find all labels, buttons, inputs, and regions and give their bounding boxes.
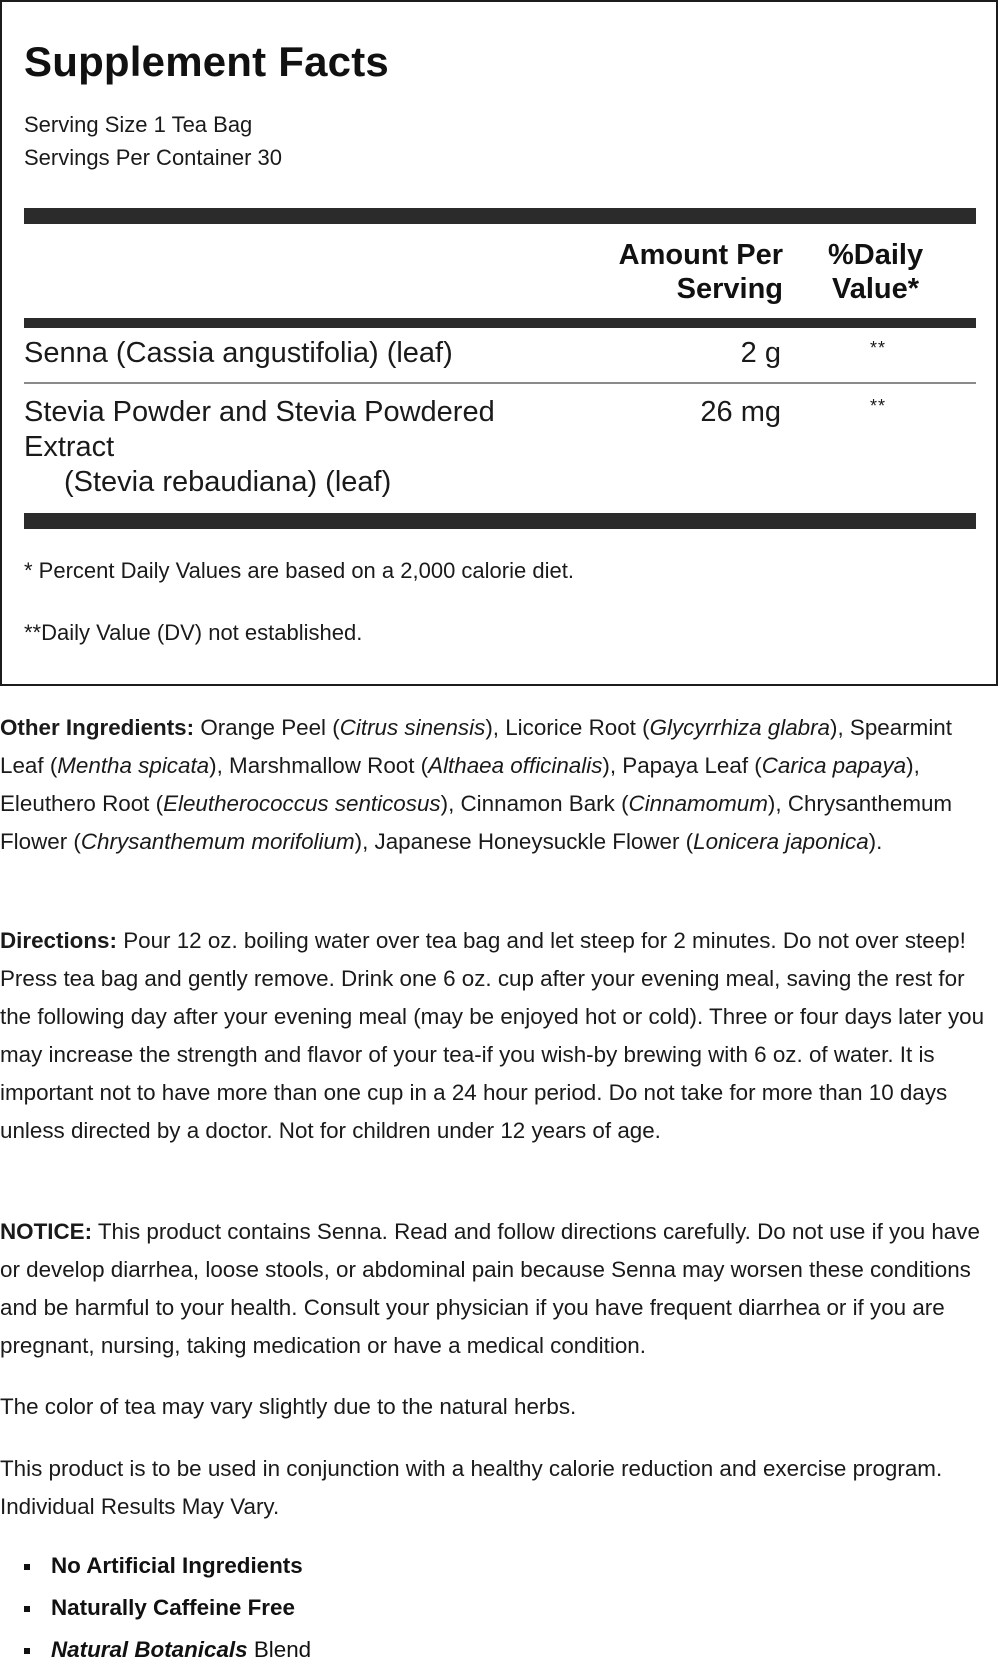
ingredient-latin: Lonicera japonica: [693, 829, 869, 854]
panel-title: Supplement Facts: [24, 38, 389, 85]
amount-header-line1: Amount Per: [618, 239, 783, 271]
ingredient-latin: Chrysanthemum morifolium: [80, 829, 355, 854]
ingredient-item: Spearmint Leaf: [0, 715, 952, 778]
ingredient-latin: Carica papaya: [761, 753, 907, 778]
ingredient-amount: 26 mg: [700, 396, 781, 428]
ingredient-name-line3: (Stevia rebaudiana) (leaf): [64, 466, 392, 498]
ingredient-item: Japanese Honeysuckle Flower: [374, 829, 680, 854]
ingredient-dv: **: [870, 396, 887, 416]
footnote-daily-values: * Percent Daily Values are based on a 2,000 calorie diet.: [24, 558, 574, 583]
feature-text-italic: Natural Botanicals: [51, 1637, 248, 1662]
color-note: The color of tea may vary slightly due to the natural herbs.: [0, 1394, 577, 1419]
ingredient-item: Eleuthero Root: [0, 791, 150, 816]
divider-medium: [24, 318, 976, 328]
usage-note: This product is to be used in conjunction with a healthy calorie reduction and exercise program. Individual Results May Vary.: [0, 1456, 943, 1519]
feature-item: [0, 1545, 311, 1587]
feature-text: Naturally Caffeine Free: [51, 1595, 295, 1620]
serving-size: Serving Size 1 Tea Bag: [24, 112, 253, 137]
feature-text: No Artificial Ingredients: [51, 1553, 303, 1578]
feature-list: [0, 1545, 311, 1671]
ingredient-latin: Althaea officinalis: [428, 753, 603, 778]
ingredient-latin: Glycyrrhiza glabra: [649, 715, 831, 740]
ingredient-item: Marshmallow Root: [229, 753, 415, 778]
ingredient-name-line1: Stevia Powder and Stevia Powdered: [24, 396, 495, 428]
notice-text: This product contains Senna. Read and follow directions carefully. Do not use if you have or develop diarrhea, loose stools, or abdominal pain because Senna may worsen these conditions and be harmful to your health. Consult your physician if you have frequent diarrhea or if you are pregnant, nursing, taking medication or have a medical condition.: [0, 1219, 980, 1358]
ingredient-amount: 2 g: [740, 337, 781, 369]
ingredient-name: Senna (Cassia angustifolia) (leaf): [24, 337, 453, 369]
divider-thick-bottom: [24, 513, 976, 529]
ingredient-latin: Eleutherococcus senticosus: [163, 791, 441, 816]
ingredient-name: [24, 395, 495, 500]
row-divider: [24, 382, 976, 384]
ingredient-item: Licorice Root: [505, 715, 636, 740]
other-ingredients: Other Ingredients: Orange Peel (Citrus sinensis), Licorice Root (Glycyrrhiza glabra), Spearmint Leaf (Mentha spicata), Marshmallow Root (Althaea officinalis), Papaya Leaf (Carica papaya), Eleuthero Root (Eleutherococcus senticosus), Cinnamon Bark (Cinnamomum), Chrysanthemum Flower (Chrysanthemum morifolium), Japanese Honeysuckle Flower (Lonicera japonica).: [0, 715, 953, 854]
feature-text-suffix: Blend: [247, 1637, 312, 1662]
ingredient-item: Orange Peel: [200, 715, 327, 740]
daily-value-header: [828, 238, 923, 306]
ingredient-name-line2: Extract: [24, 431, 115, 463]
notice-label: NOTICE:: [0, 1219, 93, 1244]
dv-header-line2: Value*: [832, 273, 920, 305]
amount-header-line2: Serving: [676, 273, 783, 305]
amount-per-serving-header: [619, 238, 783, 306]
directions-label: Directions:: [0, 928, 117, 953]
ingredient-dv: **: [870, 338, 887, 358]
footnote-dv-not-established: **Daily Value (DV) not established.: [24, 620, 363, 645]
notice: [0, 1213, 995, 1365]
directions-text: Pour 12 oz. boiling water over tea bag and let steep for 2 minutes. Do not over steep! Press tea bag and gently remove. Drink one 6 oz. cup after your evening meal, saving the rest for the following day after your evening meal (may be enjoyed hot or cold). Three or four days later you may increase the strength and flavor of your tea-if you wish-by brewing with 6 oz. of water. It is important not to have more than one cup in a 24 hour period. Do not take for more than 10 days unless directed by a doctor. Not for children under 12 years of age.: [0, 928, 985, 1143]
feature-item: [0, 1629, 311, 1671]
servings-per-container: Servings Per Container 30: [24, 145, 283, 170]
divider-thick: [24, 208, 976, 224]
ingredient-item: Chrysanthemum Flower: [0, 791, 953, 854]
ingredient-latin: Cinnamomum: [628, 791, 768, 816]
ingredient-latin: Mentha spicata: [57, 753, 210, 778]
feature-item: [0, 1587, 311, 1629]
other-ingredients-label: Other Ingredients:: [0, 715, 195, 740]
ingredient-item: Cinnamon Bark: [460, 791, 615, 816]
ingredient-latin: Citrus sinensis: [339, 715, 486, 740]
ingredient-item: Papaya Leaf: [622, 753, 749, 778]
directions: [0, 922, 995, 1150]
dv-header-line1: %Daily: [828, 239, 924, 271]
supplement-facts-panel: [0, 0, 998, 686]
